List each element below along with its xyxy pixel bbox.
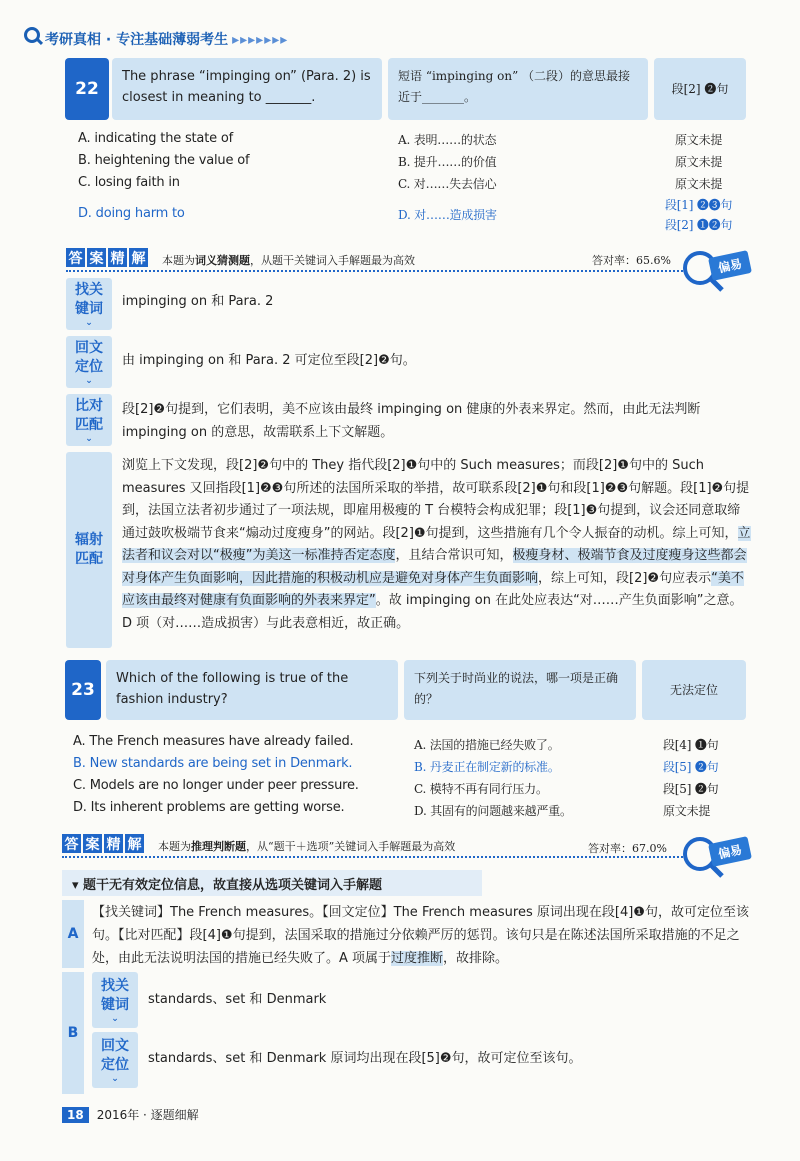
tag-char: 精 xyxy=(104,834,123,853)
footer-text: 2016年 · 逐题细解 xyxy=(96,1108,199,1122)
q23-option-a-en: A. The French measures have already failed. xyxy=(73,734,354,749)
q23-option-d-cn: D. 其固有的问题越来越严重。 xyxy=(414,804,572,818)
q23-option-d-loc: 原文未提 xyxy=(663,804,711,818)
q23-option-b-cn: B. 丹麦正在制定新的标准。 xyxy=(414,760,560,774)
tag-char: 案 xyxy=(87,248,106,267)
q22-stem-location: 段[2] ❷句 xyxy=(654,58,746,120)
option-a-analysis: 【找关键词】The French measures。【回文定位】The French measures 原词出现在段[4]❶句，故可定位至该句。【比对匹配】段[4]❶句提到，法国采取的措施过分依赖严厉的惩罚。该句只是在陈述法国所采取措施的不足之处，由此无法说明法国的措施已经失败了。A 项属于过度推断，故排除。 xyxy=(92,905,749,966)
page-number: 18 xyxy=(62,1107,89,1123)
difficulty-badge xyxy=(680,248,750,294)
q22-stem-en: The phrase “impinging on” (Para. 2) is closest in meaning to _______. xyxy=(112,58,382,120)
step-label-match: 比对 匹配 ⌄ xyxy=(66,394,112,446)
q22-option-b-en: B. heightening the value of xyxy=(78,153,250,168)
tag-char: 答 xyxy=(66,248,85,267)
tag-char: 精 xyxy=(108,248,127,267)
difficulty-label: 偏易 xyxy=(708,836,752,867)
q23-correct-rate: 答对率：67.0% xyxy=(588,842,667,855)
highlight: “美不应该由最终对健康有负面影响的外表来界定” xyxy=(122,570,744,608)
chevron-down-icon: ⌄ xyxy=(85,318,93,328)
chevron-down-icon: ⌄ xyxy=(111,1074,119,1084)
q22-option-a-loc: 原文未提 xyxy=(675,133,723,147)
q23-option-c-cn: C. 模特不再有同行压力。 xyxy=(414,782,548,796)
chevron-down-icon: ⌄ xyxy=(85,434,93,444)
footer xyxy=(62,1106,199,1123)
question-number-22: 22 xyxy=(65,58,109,120)
tag-char: 答 xyxy=(62,834,81,853)
step-label-find-keywords: 找关 键词 ⌄ xyxy=(66,278,112,330)
q23-option-b-loc: 段[5] ❷句 xyxy=(663,760,719,774)
answer-analysis-tags xyxy=(62,834,144,853)
q22-option-d-cn: D. 对……造成损害 xyxy=(398,208,497,222)
highlight: 立法者和议会对以“极瘦”为美这一标准持否定态度 xyxy=(122,525,751,563)
banner-divider xyxy=(66,270,686,272)
q22-option-b-loc: 原文未提 xyxy=(675,155,723,169)
q22-stem-cn: 短语 “impinging on” （二段）的意思最接近于_______。 xyxy=(388,58,648,120)
option-b-locate: standards、set 和 Denmark 原词均出现在段[5]❷句，故可定位至该句。 xyxy=(148,1051,582,1066)
option-letter-b: B xyxy=(62,972,84,1094)
tag-char: 解 xyxy=(125,834,144,853)
q23-banner-desc: 本题为推理判断题，从“题干＋选项”关键词入手解题最为高效 xyxy=(158,840,456,853)
q22-option-d-loc2: 段[2] ❶❷句 xyxy=(665,218,733,232)
q23-option-a-loc: 段[4] ❶句 xyxy=(663,738,719,752)
q22-option-c-cn: C. 对……失去信心 xyxy=(398,177,497,191)
q22-option-c-loc: 原文未提 xyxy=(675,177,723,191)
q23-option-a-cn: A. 法国的措施已经失败了。 xyxy=(414,738,560,752)
q22-option-d-loc: 段[1] ❷❸句 xyxy=(665,198,733,212)
q23-option-c-en: C. Models are no longer under peer pressure. xyxy=(73,778,359,793)
q23-option-c-loc: 段[5] ❷句 xyxy=(663,782,719,796)
step-label-find-keywords: 找关 键词 ⌄ xyxy=(92,972,138,1028)
q22-banner-desc: 本题为词义猜测题，从题干关键词入手解题最为高效 xyxy=(162,254,415,267)
banner-divider xyxy=(62,856,686,858)
tag-char: 案 xyxy=(83,834,102,853)
q22-option-a-cn: A. 表明……的状态 xyxy=(398,133,497,147)
tag-char: 解 xyxy=(129,248,148,267)
step-label-locate: 回文 定位 ⌄ xyxy=(66,336,112,388)
q23-option-b-en: B. New standards are being set in Denmark. xyxy=(73,756,353,771)
chevron-down-icon: ⌄ xyxy=(111,1014,119,1024)
difficulty-label: 偏易 xyxy=(708,250,752,281)
search-logo-icon xyxy=(24,27,40,43)
step-text-locate: 由 impinging on 和 Para. 2 可定位至段[2]❷句。 xyxy=(122,353,416,368)
difficulty-badge xyxy=(680,834,750,880)
option-letter-a: A xyxy=(62,900,84,968)
step-text-find-keywords: impinging on 和 Para. 2 xyxy=(122,294,274,309)
step-label-radiate: 辐射 匹配 xyxy=(66,452,112,648)
step-label-locate: 回文 定位 ⌄ xyxy=(92,1032,138,1088)
q22-option-d-en: D. doing harm to xyxy=(78,206,185,221)
q23-stem-location: 无法定位 xyxy=(642,660,746,720)
q22-correct-rate: 答对率：65.6% xyxy=(592,254,671,267)
chevron-down-icon: ⌄ xyxy=(85,376,93,386)
step-text-radiate: 浏览上下文发现，段[2]❷句中的 They 指代段[2]❶句中的 Such measures；而段[2]❶句中的 Such measures 又回指段[1]❷❸句所述的法国所采取的举措，故可联系段[2]❶句和段[1]❷❸句解题。段[1]❷句提到，法国立法者初步通过了一项法规，即雇用极瘦的 T 台模特会构成犯罪；段[1]❸句提到，议会还同意取缔通过鼓吹极端节食来“煽动过度瘦身”的网站。段[2]❶句提到，这些措施有几个令人振奋的动机。综上可知，立法者和议会对以“极瘦”为美这一标准持否定态度，且结合常识可知，极瘦身材、极端节食及过度瘦身这些都会对身体产生负面影响，因此措施的积极动机应是避免对身体产生负面影响，综上可知，段[2]❷句应表示“美不应该由最终对健康有负面影响的外表来界定”。故 impinging on 在此处应表达“对……产生负面影响”之意。D 项（对……造成损害）与此表意相近，故正确。 xyxy=(122,458,751,631)
highlight: 极瘦身材、极端节食及过度瘦身这些都会对身体产生负面影响，因此措施的积极动机应是避免对身体产生负面影响 xyxy=(122,548,747,586)
q22-option-c-en: C. losing faith in xyxy=(78,175,180,190)
q23-stem-en: Which of the following is true of the fashion industry? xyxy=(106,660,398,720)
option-b-keywords: standards、set 和 Denmark xyxy=(148,992,327,1007)
q22-option-b-cn: B. 提升……的价值 xyxy=(398,155,497,169)
highlight: 过度推断 xyxy=(391,951,444,966)
question-number-23: 23 xyxy=(65,660,101,720)
q23-stem-cn: 下列关于时尚业的说法，哪一项是正确的？ xyxy=(404,660,636,720)
step-text-match: 段[2]❷句提到，它们表明，美不应该由最终 impinging on 健康的外表来界定。然而，由此无法判断 impinging on 的意思，故需联系上下文解题。 xyxy=(122,402,701,440)
answer-analysis-tags xyxy=(66,248,148,267)
q22-option-a-en: A. indicating the state of xyxy=(78,131,233,146)
header-arrows: ▸▸▸▸▸▸▸ xyxy=(232,32,289,48)
header-title: 考研真相 · 专注基础薄弱考生 ▸▸▸▸▸▸▸ xyxy=(45,32,289,48)
q23-option-d-en: D. Its inherent problems are getting worse. xyxy=(73,800,345,815)
q23-subtitle: ▾ 题干无有效定位信息，故直接从选项关键词入手解题 xyxy=(62,870,482,896)
